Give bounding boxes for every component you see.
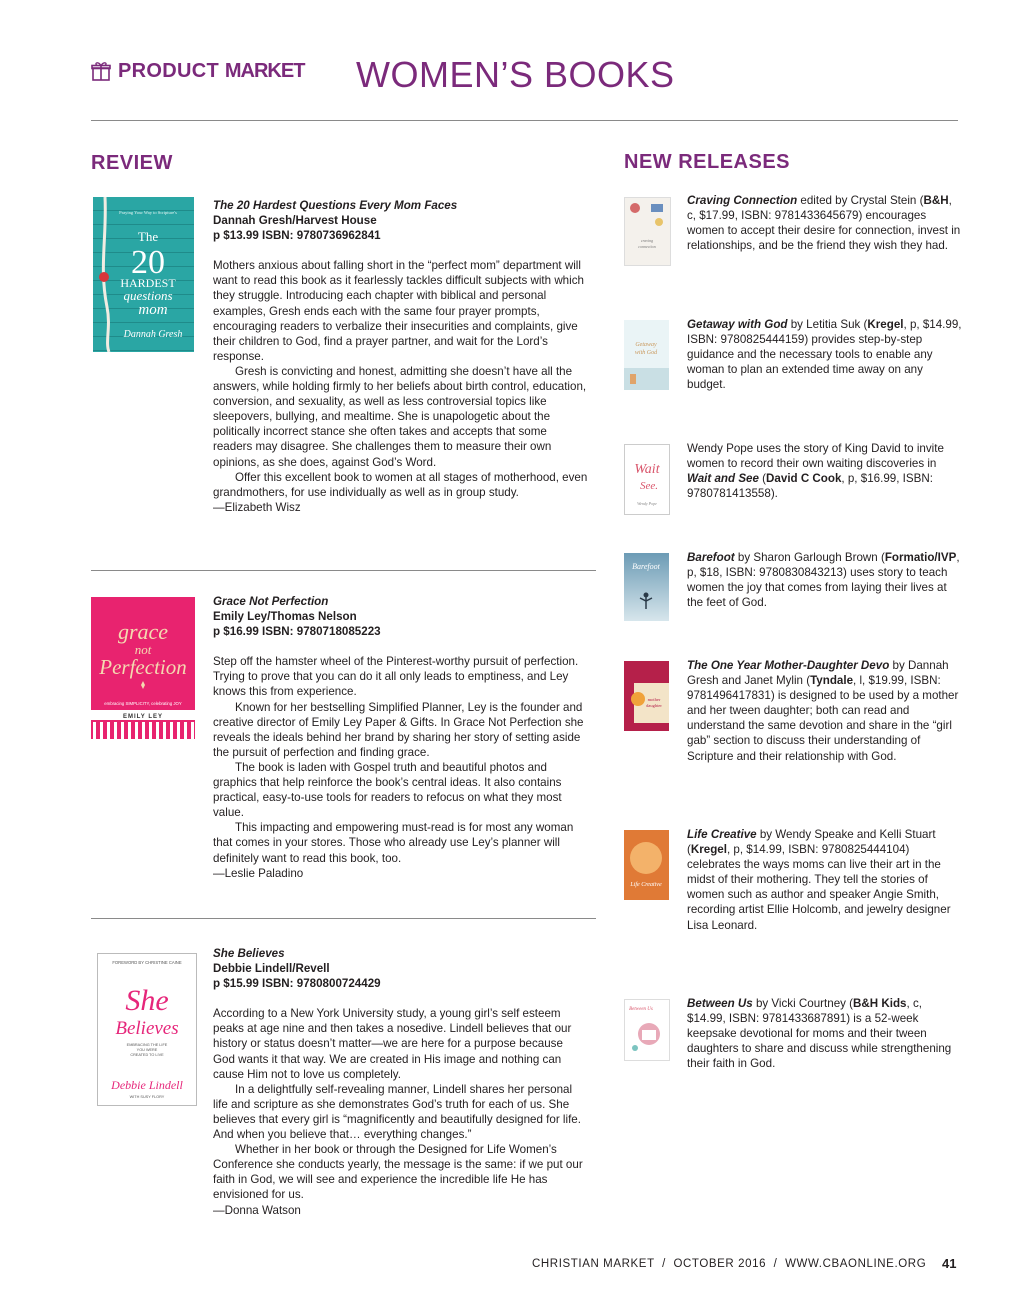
new-releases-heading: NEW RELEASES [624,151,791,173]
new-release-craving-connection [687,193,962,253]
new-release-between-us [687,996,962,1071]
footer-text: CHRISTIAN MARKET / OCTOBER 2016 / WWW.CBAONLINE.ORG [532,1258,927,1270]
new-release-text-run: edited by Crystal Stein ( [797,194,924,207]
brand-market: MARKET [224,60,305,82]
review-title: The 20 Hardest Questions Every Mom Faces [213,199,458,212]
new-release-text-run: by Vicki Courtney ( [752,997,854,1010]
svg-text:Perfection: Perfection [99,655,187,679]
svg-text:Dannah Gresh: Dannah Gresh [123,329,183,340]
svg-text:Believes: Believes [115,1018,179,1039]
new-release-text-run: Barefoot [687,551,735,564]
new-release-text-run: , l, $19.99, ISBN: 9781496417831) is designed to be used by a mother and her tween daughter; both can read and understand the same devotion and share in the “girl gab” section to discuss their understanding of Scripture and their relationship with God. [687,674,959,763]
new-release-text-run: , p, $16.99, ISBN: 9780781413558). [687,472,933,501]
svg-text:grace: grace [117,619,169,644]
new-release-getaway-with-god [687,317,962,392]
review-heading: REVIEW [91,152,173,174]
new-release-text-run: by Dannah Gresh and Janet Mylin ( [687,659,949,688]
new-release-text-run: by Letitia Suk ( [787,318,868,331]
new-release-text-run: David C Cook [766,472,842,486]
thumb-wait-and-see [624,444,670,515]
gift-icon [91,61,111,81]
reviewer-name: —Elizabeth Wisz [213,500,301,514]
review-paragraph: Gresh is convicting and honest, admitting she doesn’t have all the answers, while holding firmly to her beliefs about birth control, education, conversion, and sexuality, as well as less controversial topics like sleepovers, bullying, and mealtime. She is unapologetic about the politically incorrect stance she often takes and accepts that some readers may disagree. She challenges them to measure their own opinions, as she does, against God’s Word. [213,364,587,469]
review-grace-not-perfection [213,594,588,881]
svg-text:daughter: daughter [646,703,662,708]
cover-art [93,197,194,352]
svg-text:See.: See. [639,480,659,492]
new-release-text-run: by Wendy Speake and Kelli Stuart ( [687,828,936,857]
brand-product: PRODUCT [118,60,219,82]
new-release-text-run: B&H Kids [853,997,907,1010]
svg-text:Between Us: Between Us [629,1007,653,1012]
svg-text:Wendy Pope: Wendy Pope [637,501,657,506]
new-release-text-run: Between Us [687,997,753,1010]
cover-title-the: The [137,229,159,244]
svg-text:HARDEST: HARDEST [120,276,176,290]
svg-text:YOU WERE: YOU WERE [136,1048,158,1052]
svg-text:She: She [125,984,169,1017]
thumb-barefoot [624,553,669,621]
new-release-text-run: , c, $14.99, ISBN: 9781433687891) is a 52-week keepsake devotional for moms and their tween daughters to share and discuss while strengthening their faith in God. [687,997,952,1071]
thumb-craving-connection [624,197,671,266]
new-release-text-run: B&H [923,194,949,207]
thumb-one-year-mother-daughter-devo [624,661,669,731]
thumb-between-us [624,999,670,1061]
svg-text:Barefoot: Barefoot [632,562,660,571]
reviewer-name: —Donna Watson [213,1203,301,1217]
svg-text:questions: questions [123,288,173,303]
svg-text:CREATED TO LIVE: CREATED TO LIVE [130,1053,164,1057]
page-title: WOMEN’S BOOKS [356,54,675,95]
svg-text:with God: with God [634,350,658,356]
header-rule [91,120,958,121]
review-she-believes [213,946,588,1218]
review-divider [91,570,596,571]
new-release-text-run: , p, $18, ISBN: 9780830843213) uses story to teach women the joy that comes from laying their lives at the feet of God. [687,551,960,610]
review-paragraph: In a delightfully self-revealing manner, Lindell shares her personal life and scripture as she demonstrates God’s truth for each of us. She believes that every girl is “magnificently and beautifully designed for life. And when you believe that… everything changes.” [213,1082,581,1142]
brand-logo [118,60,304,83]
review-paragraph: The book is laden with Gospel truth and beautiful photos and graphics that help reinforce the book’s central ideas. It also contains practical, easy-to-use tools for readers to refocus on what they most value. [213,760,562,820]
svg-text:craving: craving [640,238,654,243]
review-divider [91,918,596,919]
book-cover-she-believes [97,953,197,1106]
review-title: She Believes [213,947,285,960]
new-release-barefoot [687,550,962,610]
review-20-hardest-questions [213,198,588,515]
svg-text:EMILY LEY: EMILY LEY [122,714,164,720]
thumb-getaway-with-god [624,320,669,390]
new-release-text-run: Wait and See [687,472,759,486]
svg-text:not: not [134,642,152,657]
review-author-publisher: Dannah Gresh/Harvest House [213,214,377,228]
svg-text:embracing SIMPLICITY, celebrat: embracing SIMPLICITY, celebrating JOY [104,701,182,706]
review-price-isbn: p $16.99 ISBN: 9780718085223 [213,625,381,639]
review-price-isbn: p $15.99 ISBN: 9780800724429 [213,977,381,991]
book-cover-20-hardest-questions [93,197,194,352]
review-author-publisher: Emily Ley/Thomas Nelson [213,610,357,624]
svg-text:Life Creative: Life Creative [630,882,662,888]
new-release-text-run: ( [758,472,767,486]
review-paragraph: Mothers anxious about falling short in the “perfect mom” department will want to read this book as it fearlessly tackles difficult subjects with which they struggle. Introducing each chapter with biblical and personal examples, Gresh ends each with the same four prayer prompts, encouraging readers to verbalize their insecurities and complaints, give their children to God, find a prayer partner, and wait for the Lord’s response. [213,259,584,363]
review-author-publisher: Debbie Lindell/Revell [213,962,330,976]
new-release-text-run: , p, $14.99, ISBN: 9780825444159) provides step-by-step guidance and the necessary tools to enable any woman to plan an extended time away on any budget. [687,318,962,392]
svg-text:Wait: Wait [634,462,660,477]
cover-art [91,597,195,739]
page-number: 41 [942,1256,957,1271]
review-title: Grace Not Perfection [213,595,329,608]
new-release-text-run: Tyndale [810,674,854,688]
new-release-text-run: Kregel [690,843,727,857]
svg-text:EMBRACING THE LIFE: EMBRACING THE LIFE [126,1043,168,1047]
svg-text:Debbie Lindell: Debbie Lindell [111,1078,183,1092]
svg-text:WITH SUSY FLORY: WITH SUSY FLORY [129,1095,165,1099]
review-price-isbn: p $13.99 ISBN: 9780736962841 [213,229,381,243]
new-release-one-year-devo [687,658,962,764]
new-release-text-run: , p, $14.99, ISBN: 9780825444104) celebrates the ways moms can live their art in the midst of their mothering. They tell the stories of women such as author and speaker Angie Smith, recording artist Ellie Holcomb, and jewelry designer Lisa Leonard. [687,843,951,932]
new-release-text-run: The One Year Mother-Daughter Devo [687,659,890,672]
new-release-text-run: Wendy Pope uses the story of King David to invite women to record their own waiting discoveries in [687,442,944,471]
thumb-life-creative [624,830,669,900]
svg-text:mom: mom [138,302,168,318]
review-paragraph: This impacting and empowering must-read is for most any woman that comes in your stores. Those who already use Ley’s planner will definitely want to read this book, too. [213,821,574,865]
review-paragraph: Offer this excellent book to women at all stages of motherhood, even grandmothers, for use individually as well as in group study. [213,470,588,499]
svg-text:Getaway: Getaway [635,342,657,348]
svg-text:mother: mother [647,697,661,702]
new-release-text-run: Life Creative [687,828,757,841]
new-release-text-run: Craving Connection [687,194,798,207]
new-release-life-creative [687,827,962,933]
new-release-text-run: Getaway with God [687,318,788,331]
review-paragraph: Known for her bestselling Simplified Planner, Ley is the founder and creative director of Emily Ley Paper & Gifts. In Grace Not Perfection she reveals the ideals behind her brand by sharing her story of setting aside the pursuit of perfection and finding grace. [213,700,584,759]
reviewer-name: —Leslie Paladino [213,866,304,880]
review-paragraph: Step off the hamster wheel of the Pinterest-worthy pursuit of perfection. Trying to prove that you can do it all only leads to emptiness, and Ley knows this from experience. [213,655,579,699]
review-paragraph: Whether in her book or through the Designed for Life Women’s Conference she conducts yearly, the message is the same: if we put our faith in God, we will see and experience the incredible life He has envisioned for us. [213,1143,583,1202]
new-release-text-run: , c, $17.99, ISBN: 9781433645679) encourages women to accept their desire for connection, invest in relationships, and be the friend they wish they had. [687,194,961,253]
new-release-text-run: by Sharon Garlough Brown ( [734,551,885,564]
book-cover-grace-not-perfection [91,597,195,739]
cover-art [98,954,196,1105]
new-release-text-run: Kregel [867,318,904,331]
svg-text:connection: connection [638,244,656,249]
svg-text:FOREWORD BY CHRISTINE CAINE: FOREWORD BY CHRISTINE CAINE [112,960,182,965]
svg-text:Praying Your Way to Scripture': Praying Your Way to Scripture's [119,210,177,215]
cover-title-20: 20 [131,244,165,281]
new-release-wait-and-see [687,441,962,501]
review-paragraph: According to a New York University study, a young girl’s self esteem peaks at age nine and then takes a nosedive. Lindell believes that our history or status doesn’t matter—we are here for a purpose because God wants it that way. We are created in His image and nothing can cause Him not to love us completely. [213,1007,572,1081]
new-release-text-run: Formatio/IVP [884,551,957,564]
